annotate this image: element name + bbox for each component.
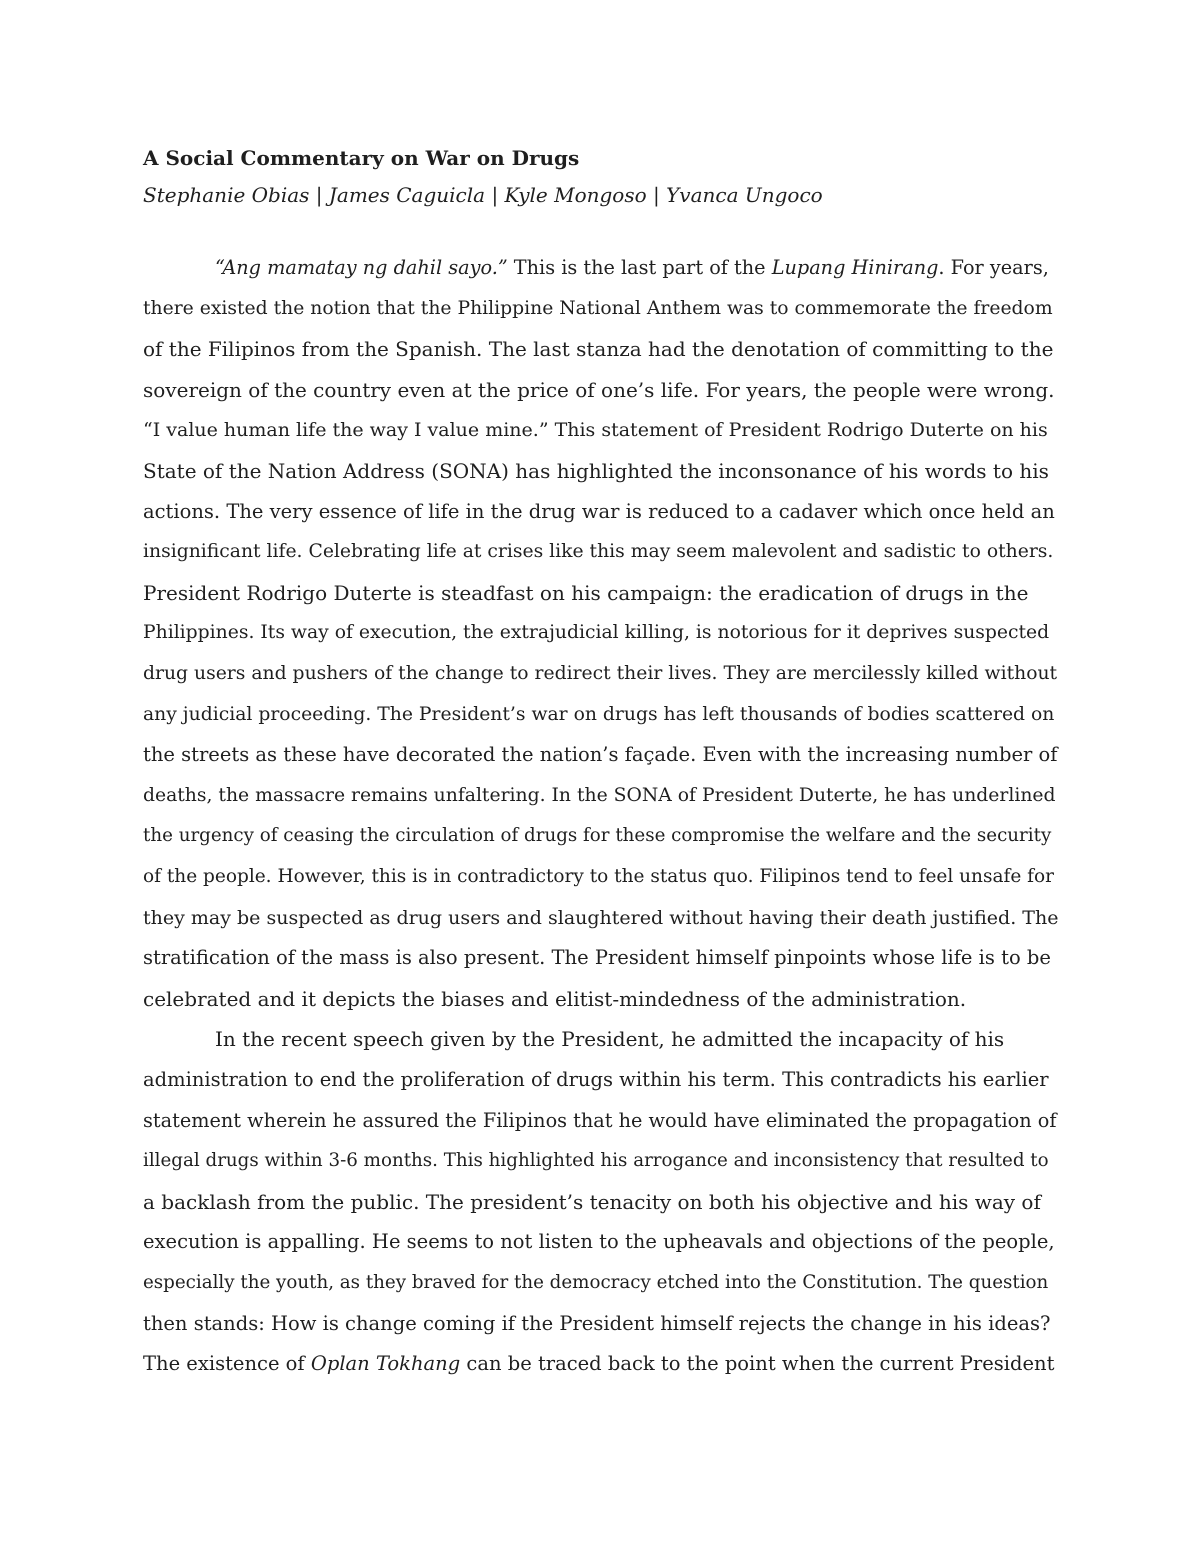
body-text: execution is appalling. He seems to not listen to the upheavals and objections of the people, (143, 1230, 1055, 1253)
body-line (143, 416, 1048, 444)
body-text: President Rodrigo Duterte is steadfast on his campaign: the eradication of drugs in the (143, 581, 1029, 605)
body-line (143, 579, 1028, 607)
body-line (143, 741, 1057, 769)
body-line (143, 1269, 1048, 1297)
body-line (143, 985, 966, 1013)
body-text: the streets as these have decorated the nation’s façade. Even with the increasing number of (143, 743, 1058, 766)
body-text: . For years, (938, 256, 1049, 279)
body-text: the urgency of ceasing the circulation of drugs for these compromise the welfare and the security (143, 825, 1052, 846)
body-line (143, 660, 1057, 688)
body-line (215, 1025, 1004, 1053)
body-text: State of the Nation Address (SONA) has highlighted the inconsonance of his words to his (143, 459, 1049, 483)
body-line (143, 944, 1051, 972)
italic-text: Lupang Hinirang (771, 256, 939, 279)
body-text: can be traced back to the point when the current President (460, 1352, 1055, 1375)
body-line (215, 254, 1049, 282)
body-text: insignificant life. Celebrating life at crises like this may seem malevolent and sadistic to others. (143, 541, 1054, 562)
body-text: they may be suspected as drug users and slaughtered without having their death justified. The (143, 907, 1059, 929)
body-text: Philippines. Its way of execution, the extrajudicial killing, is notorious for it deprives suspected (143, 622, 1050, 643)
body-text: administration to end the proliferation of drugs within his term. This contradicts his earlier (143, 1068, 1049, 1091)
body-line (143, 335, 1053, 363)
body-text: especially the youth, as they braved for the democracy etched into the Constitution. The question (143, 1272, 1049, 1293)
body-text: illegal drugs within 3-6 months. This highlighted his arrogance and inconsistency that resulted to (143, 1150, 1049, 1171)
body-line (143, 498, 1055, 526)
body-text: of the Filipinos from the Spanish. The last stanza had the denotation of committing to the (143, 337, 1054, 361)
body-text: statement wherein he assured the Filipinos that he would have eliminated the propagation of (143, 1109, 1057, 1132)
body-text: The existence of (143, 1352, 311, 1375)
body-line (143, 1188, 1041, 1216)
body-line (143, 295, 1053, 323)
body-text: This is the last part of the (507, 256, 772, 279)
body-line (143, 701, 1054, 729)
body-text: “I value human life the way I value mine.” This statement of President Rodrigo Duterte on his (143, 419, 1048, 441)
body-text: deaths, the massacre remains unfaltering. In the SONA of President Duterte, he has underlined (143, 785, 1056, 806)
body-line (143, 1147, 1049, 1175)
body-text: a backlash from the public. The president’s tenacity on both his objective and his way of (143, 1190, 1041, 1214)
body-line (143, 1228, 1055, 1256)
body-line (143, 1310, 1050, 1338)
body-text: any judicial proceeding. The President’s war on drugs has left thousands of bodies scattered on (143, 704, 1055, 725)
body-text: then stands: How is change coming if the President himself rejects the change in his ideas? (143, 1312, 1051, 1335)
body-text: of the people. However, this is in contradictory to the status quo. Filipinos tend to feel unsafe for (143, 866, 1054, 887)
body-text: stratification of the mass is also present. The President himself pinpoints whose life is to be (143, 946, 1051, 969)
body-line (143, 863, 1054, 891)
body-text: sovereign of the country even at the price of one’s life. For years, the people were wrong. (143, 378, 1055, 402)
body-line (143, 1066, 1049, 1094)
document-title: A Social Commentary on War on Drugs (143, 146, 580, 170)
body-line (143, 538, 1053, 566)
body-text: celebrated and it depicts the biases and elitist-mindedness of the administration. (143, 987, 967, 1011)
document-authors: Stephanie Obias | James Caguicla | Kyle Mongoso | Yvanca Ungoco (143, 183, 823, 207)
body-line (143, 782, 1056, 810)
body-line (143, 619, 1049, 647)
body-line (143, 1107, 1057, 1135)
body-text: actions. The very essence of life in the drug war is reduced to a cadaver which once held an (143, 500, 1055, 523)
body-line (143, 1350, 1054, 1378)
body-text: there existed the notion that the Philippine National Anthem was to commemorate the freedom (143, 298, 1053, 319)
body-line (143, 457, 1049, 485)
italic-text: “Ang mamatay ng dahil sayo.” (215, 256, 508, 279)
body-text: In the recent speech given by the President, he admitted the incapacity of his (215, 1027, 1005, 1051)
body-line (143, 822, 1051, 850)
body-line (143, 376, 1055, 404)
italic-text: Oplan Tokhang (310, 1352, 461, 1375)
body-line (143, 904, 1058, 932)
body-text: drug users and pushers of the change to redirect their lives. They are mercilessly killed without (143, 663, 1058, 684)
